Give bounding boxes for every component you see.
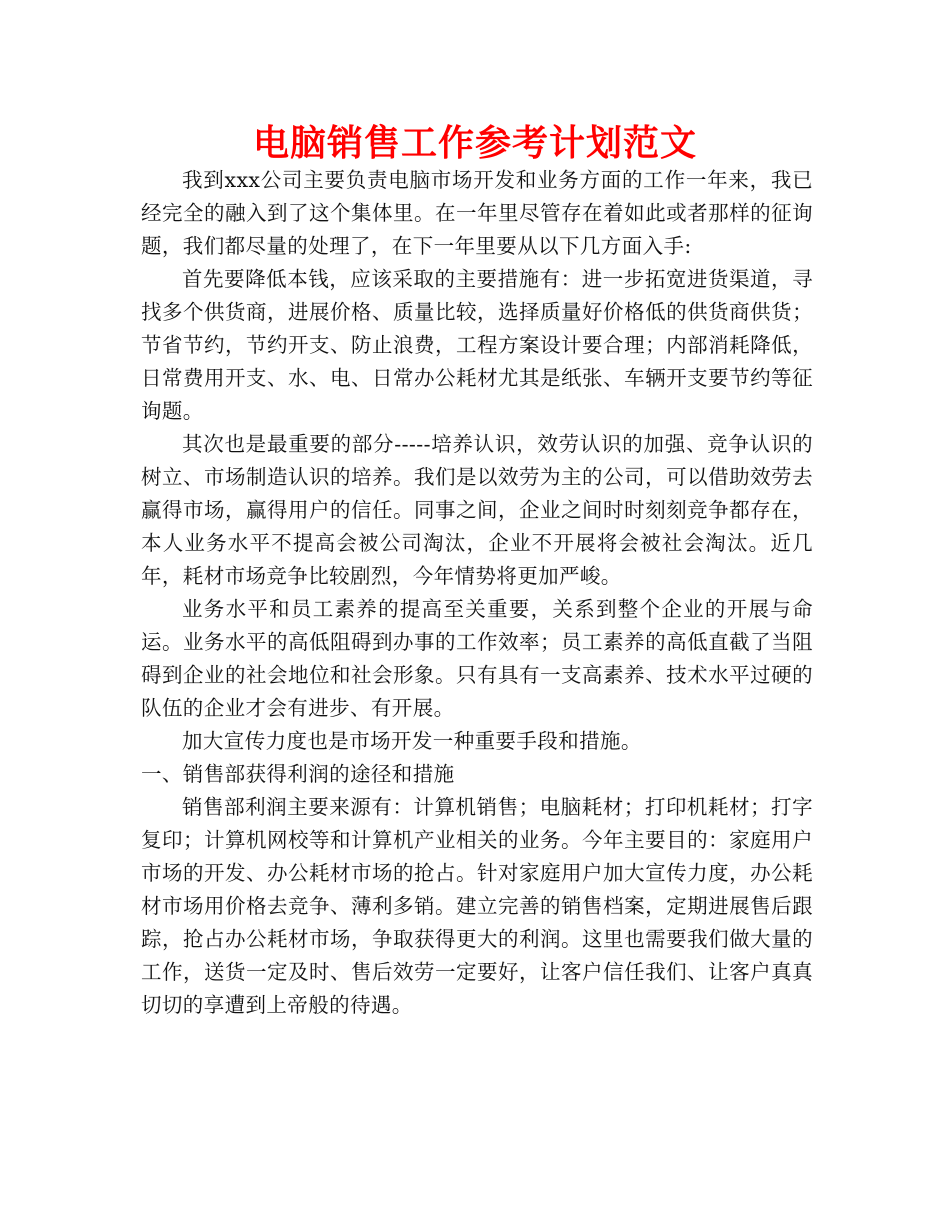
section-heading: 一、销售部获得利润的途径和措施 <box>141 762 455 786</box>
paragraph-staff-quality: 业务水平和员工素养的提高至关重要，关系到整个企业的开展与命运。业务水平的高低阻碍到办事的工作效率；员工素养的高低直截了当阻碍到企业的社会地位和社会形象。只有具有一支高素养、技术水平过硬的队伍的企业才会有进步、有开展。 <box>141 597 813 720</box>
paragraph-awareness: 其次也是最重要的部分-----培养认识，效劳认识的加强、竞争认识的树立、市场制造认识的培养。我们是以效劳为主的公司，可以借助效劳去赢得市场，赢得用户的信任。同事之间，企业之间时时刻刻竞争都存在，本人业务水平不提高会被公司淘汰，企业不开展将会被社会淘汰。近几年，耗材市场竞争比较剧烈，今年情势将更加严峻。 <box>141 432 813 588</box>
paragraph-profit-sources: 销售部利润主要来源有：计算机销售；电脑耗材；打印机耗材；打字复印；计算机网校等和计算机产业相关的业务。今年主要目的：家庭用户市场的开发、办公耗材市场的抢占。针对家庭用户加大宣传力度，办公耗材市场用价格去竞争、薄利多销。建立完善的销售档案，定期进展售后跟踪，抢占办公耗材市场，争取获得更大的利润。这里也需要我们做大量的工作，送货一定及时、售后效劳一定要好，让客户信任我们、让客户真真切切的享遭到上帝般的待遇。 <box>141 795 813 1017</box>
document-body <box>141 164 813 1022</box>
document-title: 电脑销售工作参考计划范文 <box>252 123 697 164</box>
paragraph-cost-reduction: 首先要降低本钱，应该采取的主要措施有：进一步拓宽进货渠道，寻找多个供货商，进展价格、质量比较，选择质量好价格低的供货商供货；节省节约，节约开支、防止浪费，工程方案设计要合理；内部消耗降低，日常费用开支、水、电、日常办公耗材尤其是纸张、车辆开支要节约等征询题。 <box>141 267 813 423</box>
paragraph-intro: 我到xxx公司主要负责电脑市场开发和业务方面的工作一年来，我已经完全的融入到了这个集体里。在一年里尽管存在着如此或者那样的征询题，我们都尽量的处理了，在下一年里要从以下几方面入手: <box>141 168 813 258</box>
paragraph-publicity: 加大宣传力度也是市场开发一种重要手段和措施。 <box>182 729 642 753</box>
